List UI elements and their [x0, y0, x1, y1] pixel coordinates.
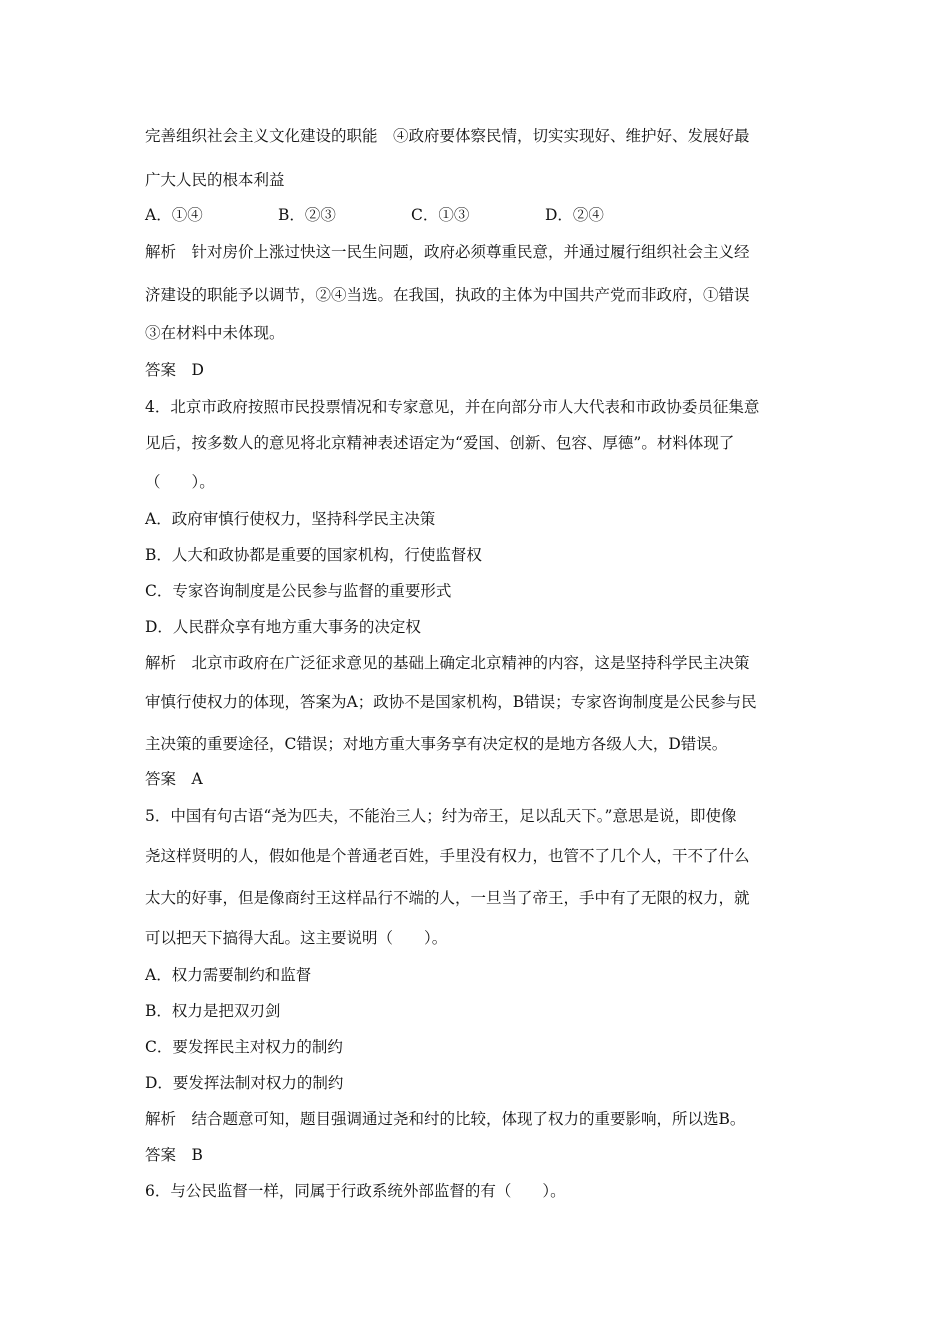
- q5-stem-line: 尧这样贤明的人，假如他是个普通老百姓，手里没有权力，也管不了几个人，干不了什么: [145, 847, 750, 865]
- q6-stem-line: 6．与公民监督一样，同属于行政系统外部监督的有（ ）。: [145, 1182, 566, 1200]
- q5-stem-line: 可以把天下搞得大乱。这主要说明（ ）。: [145, 929, 448, 947]
- q3-analysis-line: 解析 针对房价上涨过快这一民生问题，政府必须尊重民意，并通过履行组织社会主义经: [145, 243, 750, 261]
- q4-analysis-line: 审慎行使权力的体现，答案为A；政协不是国家机构，B错误；专家咨询制度是公民参与民: [145, 693, 757, 711]
- q5-option-a: A．权力需要制约和监督: [145, 966, 312, 984]
- q4-analysis-line: 解析 北京市政府在广泛征求意见的基础上确定北京精神的内容，这是坚持科学民主决策: [145, 654, 750, 672]
- q5-stem-line: 5．中国有句古语“尧为匹夫，不能治三人；纣为帝王，足以乱天下。”意思是说，即使像: [145, 807, 737, 825]
- q4-analysis-line: 主决策的重要途径，C错误；对地方重大事务享有决定权的是地方各级人大，D错误。: [145, 735, 728, 753]
- q3-analysis-line: 济建设的职能予以调节，②④当选。在我国，执政的主体为中国共产党而非政府，①错误: [145, 286, 750, 304]
- q5-option-b: B．权力是把双刃剑: [145, 1002, 281, 1020]
- q5-analysis-line: 解析 结合题意可知，题目强调通过尧和纣的比较，体现了权力的重要影响，所以选B。: [145, 1110, 746, 1128]
- q3-analysis-line: ③在材料中未体现。: [145, 324, 285, 342]
- q3-option-b: B．②③: [278, 206, 336, 224]
- q3-stem-line: 广大人民的根本利益: [145, 171, 285, 189]
- q3-option-a: A．①④: [145, 206, 203, 224]
- q3-option-c: C．①③: [411, 206, 470, 224]
- q3-stem-line: 完善组织社会主义文化建设的职能 ④政府要体察民情，切实实现好、维护好、发展好最: [145, 127, 750, 145]
- q4-stem-line: 4．北京市政府按照市民投票情况和专家意见，并在向部分市人大代表和市政协委员征集意: [145, 398, 760, 416]
- q4-stem-line: （ ）。: [145, 473, 215, 491]
- q4-option-c: C．专家咨询制度是公民参与监督的重要形式: [145, 582, 452, 600]
- q4-option-a: A．政府审慎行使权力，坚持科学民主决策: [145, 510, 436, 528]
- q3-answer: 答案 D: [145, 361, 204, 379]
- q5-option-c: C．要发挥民主对权力的制约: [145, 1038, 343, 1056]
- q5-stem-line: 太大的好事，但是像商纣王这样品行不端的人，一旦当了帝王，手中有了无限的权力，就: [145, 889, 750, 907]
- q4-option-b: B．人大和政协都是重要的国家机构，行使监督权: [145, 546, 482, 564]
- q5-answer: 答案 B: [145, 1146, 203, 1164]
- q4-option-d: D．人民群众享有地方重大事务的决定权: [145, 618, 421, 636]
- q3-option-d: D．②④: [545, 206, 604, 224]
- q4-answer: 答案 A: [145, 770, 203, 788]
- q4-stem-line: 见后，按多数人的意见将北京精神表述语定为“爱国、创新、包容、厚德”。材料体现了: [145, 434, 735, 452]
- q5-option-d: D．要发挥法制对权力的制约: [145, 1074, 344, 1092]
